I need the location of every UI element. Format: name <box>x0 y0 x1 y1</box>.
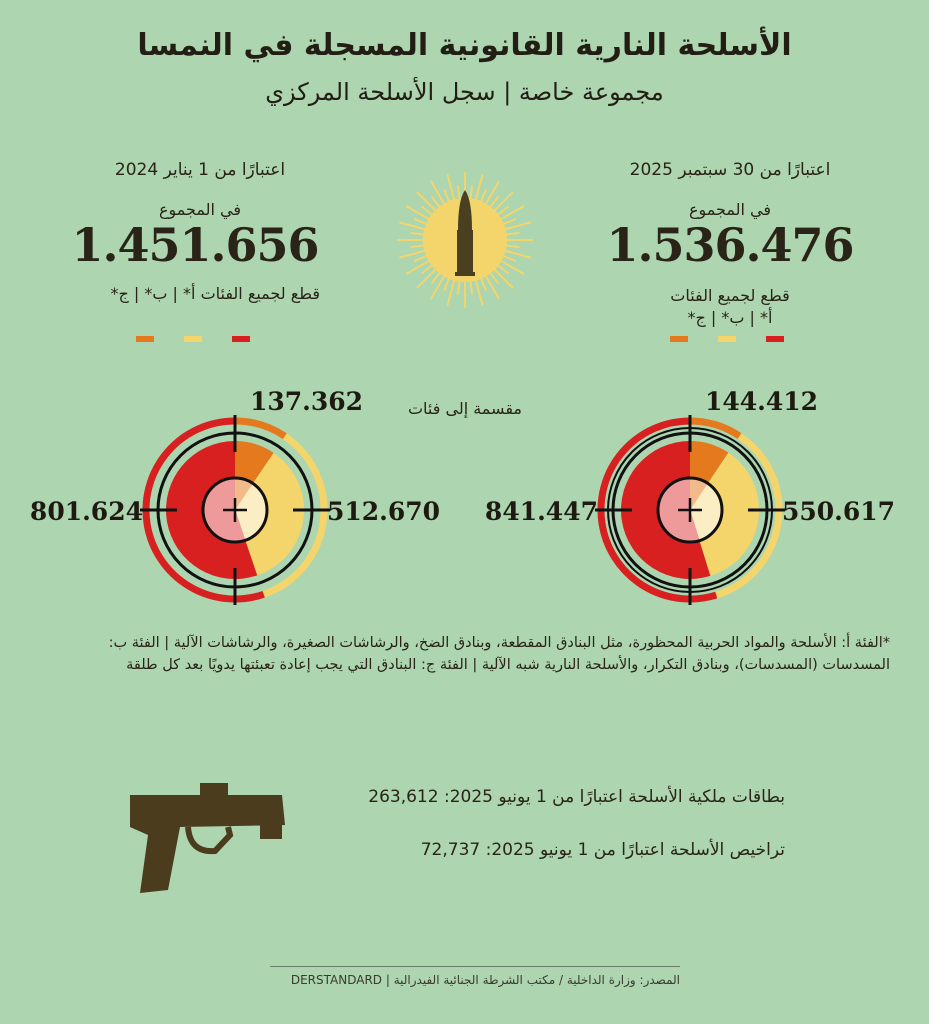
data-label-ب: 550.617 <box>782 497 896 526</box>
data-label-ج: 144.412 <box>705 387 819 416</box>
pie-charts <box>0 370 929 620</box>
legend-swatch-c <box>670 336 688 342</box>
bullet-icon <box>395 160 535 320</box>
legend-swatch-a <box>232 336 250 342</box>
pistol-icon <box>120 775 290 900</box>
data-label-أ: 841.447 <box>484 497 598 526</box>
ownership-cards-stat: بطاقات ملكية الأسلحة اعتبارًا من 1 يونيو 2025: 263,612 <box>368 787 785 807</box>
legend-swatch-b <box>184 336 202 342</box>
licenses-stat: تراخيص الأسلحة اعتبارًا من 1 يونيو 2025: 72,737 <box>420 840 785 860</box>
source: المصدر: وزارة الداخلية / مكتب الشرطة الجنائية الفيدرالية | DERSTANDARD <box>270 966 680 987</box>
legend-swatch-a <box>766 336 784 342</box>
title: الأسلحة النارية القانونية المسجلة في النمسا <box>137 28 792 63</box>
left-total: 1.451.656 <box>71 218 319 272</box>
left-date: اعتبارًا من 1 يناير 2024 <box>114 160 286 180</box>
right-categories-label: قطع لجميع الفئات <box>670 286 790 305</box>
footnote: *الفئة أ: الأسلحة والمواد الحربية المحظورة، مثل البنادق المقطعة، وبنادق الضخ، والرشاشات الصغيرة، والرشاشات الآلية | الفئة ب: المسدسات (المسدسات)، وبنادق التكرار، والأسلحة النارية شبه الآلية | الفئة ج: البنادق التي يجب إعادة تعبئتها يدويًا بعد كل طلقة <box>108 635 890 673</box>
subtitle: مجموعة خاصة | سجل الأسلحة المركزي <box>265 78 664 106</box>
right-date: اعتبارًا من 30 سبتمبر 2025 <box>629 160 831 180</box>
right-categories-legend: أ* | ب* | ج* <box>687 308 773 327</box>
legend-swatch-b <box>718 336 736 342</box>
data-label-أ: 801.624 <box>29 497 143 526</box>
legend-swatch-c <box>136 336 154 342</box>
right-total-label: في المجموع <box>688 200 772 219</box>
left-categories-label: قطع لجميع الفئات أ* | ب* | ج* <box>110 284 320 303</box>
center-label: مقسمة إلى فئات <box>407 399 522 418</box>
left-total-label: في المجموع <box>158 200 242 219</box>
data-label-ب: 512.670 <box>327 497 441 526</box>
right-total: 1.536.476 <box>606 218 854 272</box>
data-label-ج: 137.362 <box>250 387 364 416</box>
